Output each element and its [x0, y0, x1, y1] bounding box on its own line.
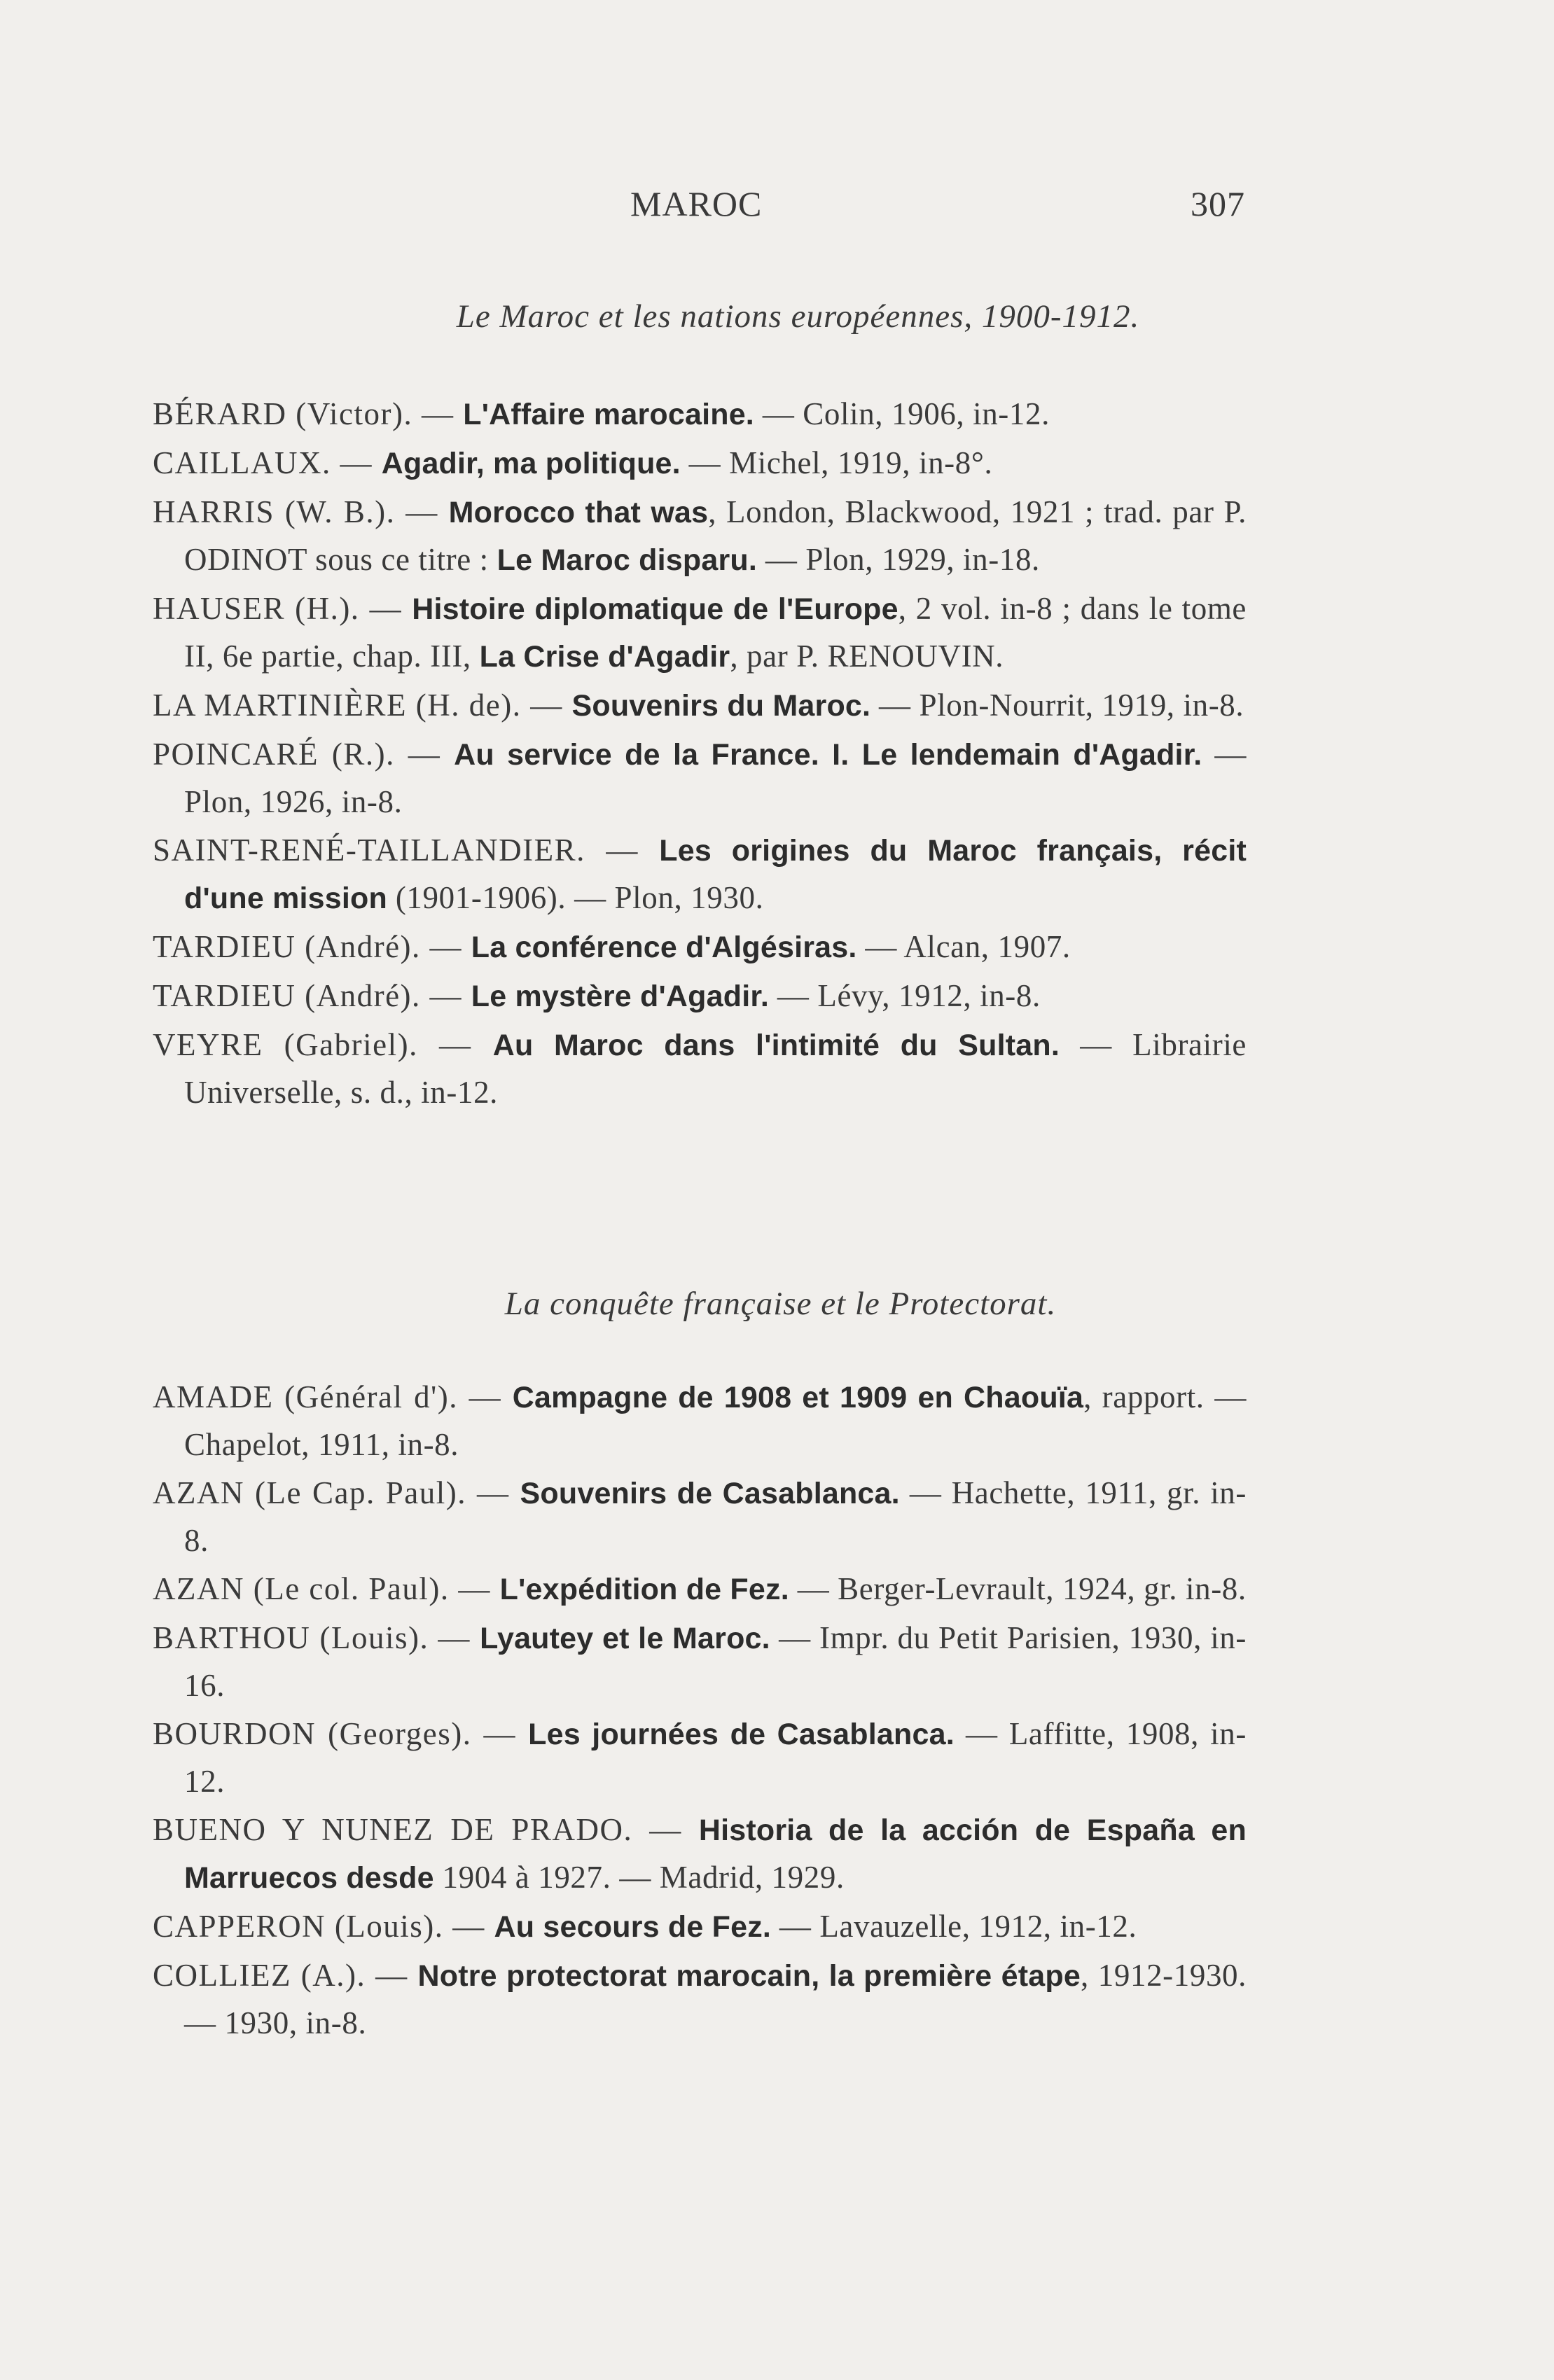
entry-title: L'Affaire marocaine.	[463, 398, 754, 431]
bibliography-entry	[153, 585, 1247, 681]
section-title-european-nations	[0, 298, 1554, 335]
section-title-conquest	[0, 1285, 1554, 1323]
entry-author: BUENO Y NUNEZ DE PRADO. —	[153, 1812, 699, 1847]
entry-subtitle-author: , par P. RENOUVIN.	[730, 639, 1004, 674]
bibliography-list-conquest	[153, 1374, 1247, 2048]
entry-publication: — Alcan, 1907.	[856, 929, 1071, 964]
entry-title-translation: Le Maroc disparu.	[497, 543, 758, 577]
bibliography-entry	[153, 731, 1247, 826]
entry-publication: , London, Blackwood, 1921 ; trad. par P. ODINOT sous ce titre :	[184, 494, 1247, 577]
entry-publication: — Colin, 1906, in-12.	[754, 396, 1050, 431]
entry-title: Agadir, ma politique.	[381, 447, 681, 480]
running-title: MAROC	[630, 184, 763, 223]
entry-title: Au secours de Fez.	[494, 1910, 772, 1944]
entry-author: AZAN (Le Cap. Paul). —	[153, 1475, 520, 1510]
section-title-text: La conquête française et le Protectorat.	[504, 1286, 1057, 1322]
bibliography-entry	[153, 973, 1247, 1020]
entry-title: Au service de la France. I. Le lendemain d'Agadir.	[454, 738, 1202, 772]
entry-author: TARDIEU (André). —	[153, 929, 471, 964]
entry-title: Campagne de 1908 et 1909 en Chaouïa	[512, 1381, 1084, 1414]
entry-title: Le mystère d'Agadir.	[471, 980, 770, 1013]
entry-author: BARTHOU (Louis). —	[153, 1620, 480, 1655]
entry-publication: — Michel, 1919, in-8°.	[680, 445, 993, 480]
bibliography-entry	[153, 1952, 1247, 2047]
entry-publication: , 2 vol. in-8 ; dans le tome II, 6e partie, chap. III,	[184, 591, 1247, 674]
entry-publication: — Berger-Levrault, 1924, gr. in-8.	[789, 1571, 1247, 1606]
entry-author: HARRIS (W. B.). —	[153, 494, 449, 529]
entry-publication: — Laffitte, 1908, in-12.	[184, 1716, 1247, 1799]
entry-author: HAUSER (H.). —	[153, 591, 412, 626]
bibliography-entry	[153, 489, 1247, 584]
bibliography-entry	[153, 1615, 1247, 1709]
bibliography-entry	[153, 1374, 1247, 1468]
entry-author: AZAN (Le col. Paul). —	[153, 1571, 500, 1606]
entry-author: SAINT-RENÉ-TAILLANDIER. —	[153, 833, 660, 868]
entry-publication: (1901-1906). — Plon, 1930.	[387, 880, 764, 915]
page-number: 307	[1191, 184, 1245, 223]
entry-title: Au Maroc dans l'intimité du Sultan.	[492, 1029, 1060, 1062]
entry-publication: — Librairie Universelle, s. d., in-12.	[184, 1027, 1247, 1110]
entry-title: Les origines du Maroc français, récit d'une mission	[184, 834, 1247, 915]
entry-author: CAPPERON (Louis). —	[153, 1909, 494, 1944]
entry-publication-translation: — Plon, 1929, in-18.	[757, 542, 1040, 577]
entry-publication: — Plon-Nourrit, 1919, in-8.	[870, 688, 1244, 723]
entry-title: La conférence d'Algésiras.	[471, 931, 857, 964]
entry-author: BÉRARD (Victor). —	[153, 396, 464, 431]
entry-title: Historia de la acción de España en Marruecos desde	[184, 1814, 1247, 1895]
bibliography-entry	[153, 1807, 1247, 1902]
section-title-text: Le Maroc et les nations européennes, 1900-1912.	[456, 298, 1140, 335]
entry-author: LA MARTINIÈRE (H. de). —	[153, 688, 572, 723]
bibliography-entry	[153, 1903, 1247, 1951]
entry-title: Souvenirs de Casablanca.	[520, 1477, 900, 1510]
entry-publication: 1904 à 1927. — Madrid, 1929.	[433, 1860, 845, 1895]
bibliography-list-european-nations	[153, 391, 1247, 1118]
bibliography-entry	[153, 1470, 1247, 1564]
entry-author: VEYRE (Gabriel). —	[153, 1027, 493, 1062]
entry-title: Souvenirs du Maroc.	[571, 689, 871, 723]
entry-publication: , rapport. — Chapelot, 1911, in-8.	[184, 1379, 1247, 1462]
bibliography-entry	[153, 440, 1247, 487]
entry-subtitle: La Crise d'Agadir	[479, 640, 730, 674]
entry-title: Morocco that was	[448, 496, 709, 529]
entry-publication: — Plon, 1926, in-8.	[184, 737, 1247, 819]
entry-publication: — Impr. du Petit Parisien, 1930, in-16.	[184, 1620, 1247, 1703]
entry-author: CAILLAUX. —	[153, 445, 382, 480]
bibliography-entry	[153, 391, 1247, 438]
entry-title: Histoire diplomatique de l'Europe	[412, 592, 899, 626]
bibliography-entry	[153, 1566, 1247, 1613]
entry-publication: — Hachette, 1911, gr. in-8.	[184, 1475, 1247, 1558]
bibliography-entry	[153, 1022, 1247, 1116]
entry-title: L'expédition de Fez.	[499, 1573, 789, 1606]
bibliography-entry	[153, 924, 1247, 971]
bibliography-entry	[153, 1711, 1247, 1805]
entry-author: BOURDON (Georges). —	[153, 1716, 529, 1751]
running-head	[0, 183, 1554, 232]
entry-title: Lyautey et le Maroc.	[480, 1622, 770, 1655]
bibliography-entry	[153, 827, 1247, 922]
entry-author: POINCARÉ (R.). —	[153, 737, 455, 772]
entry-author: COLLIEZ (A.). —	[153, 1958, 418, 1993]
bibliography-entry	[153, 682, 1247, 730]
entry-title: Notre protectorat marocain, la première étape	[417, 1959, 1081, 1993]
entry-publication: , 1912-1930. — 1930, in-8.	[184, 1958, 1247, 2040]
entry-title: Les journées de Casablanca.	[528, 1718, 955, 1751]
entry-author: AMADE (Général d'). —	[153, 1379, 513, 1414]
entry-publication: — Lévy, 1912, in-8.	[769, 978, 1041, 1013]
entry-author: TARDIEU (André). —	[153, 978, 471, 1013]
entry-publication: — Lavauzelle, 1912, in-12.	[771, 1909, 1137, 1944]
